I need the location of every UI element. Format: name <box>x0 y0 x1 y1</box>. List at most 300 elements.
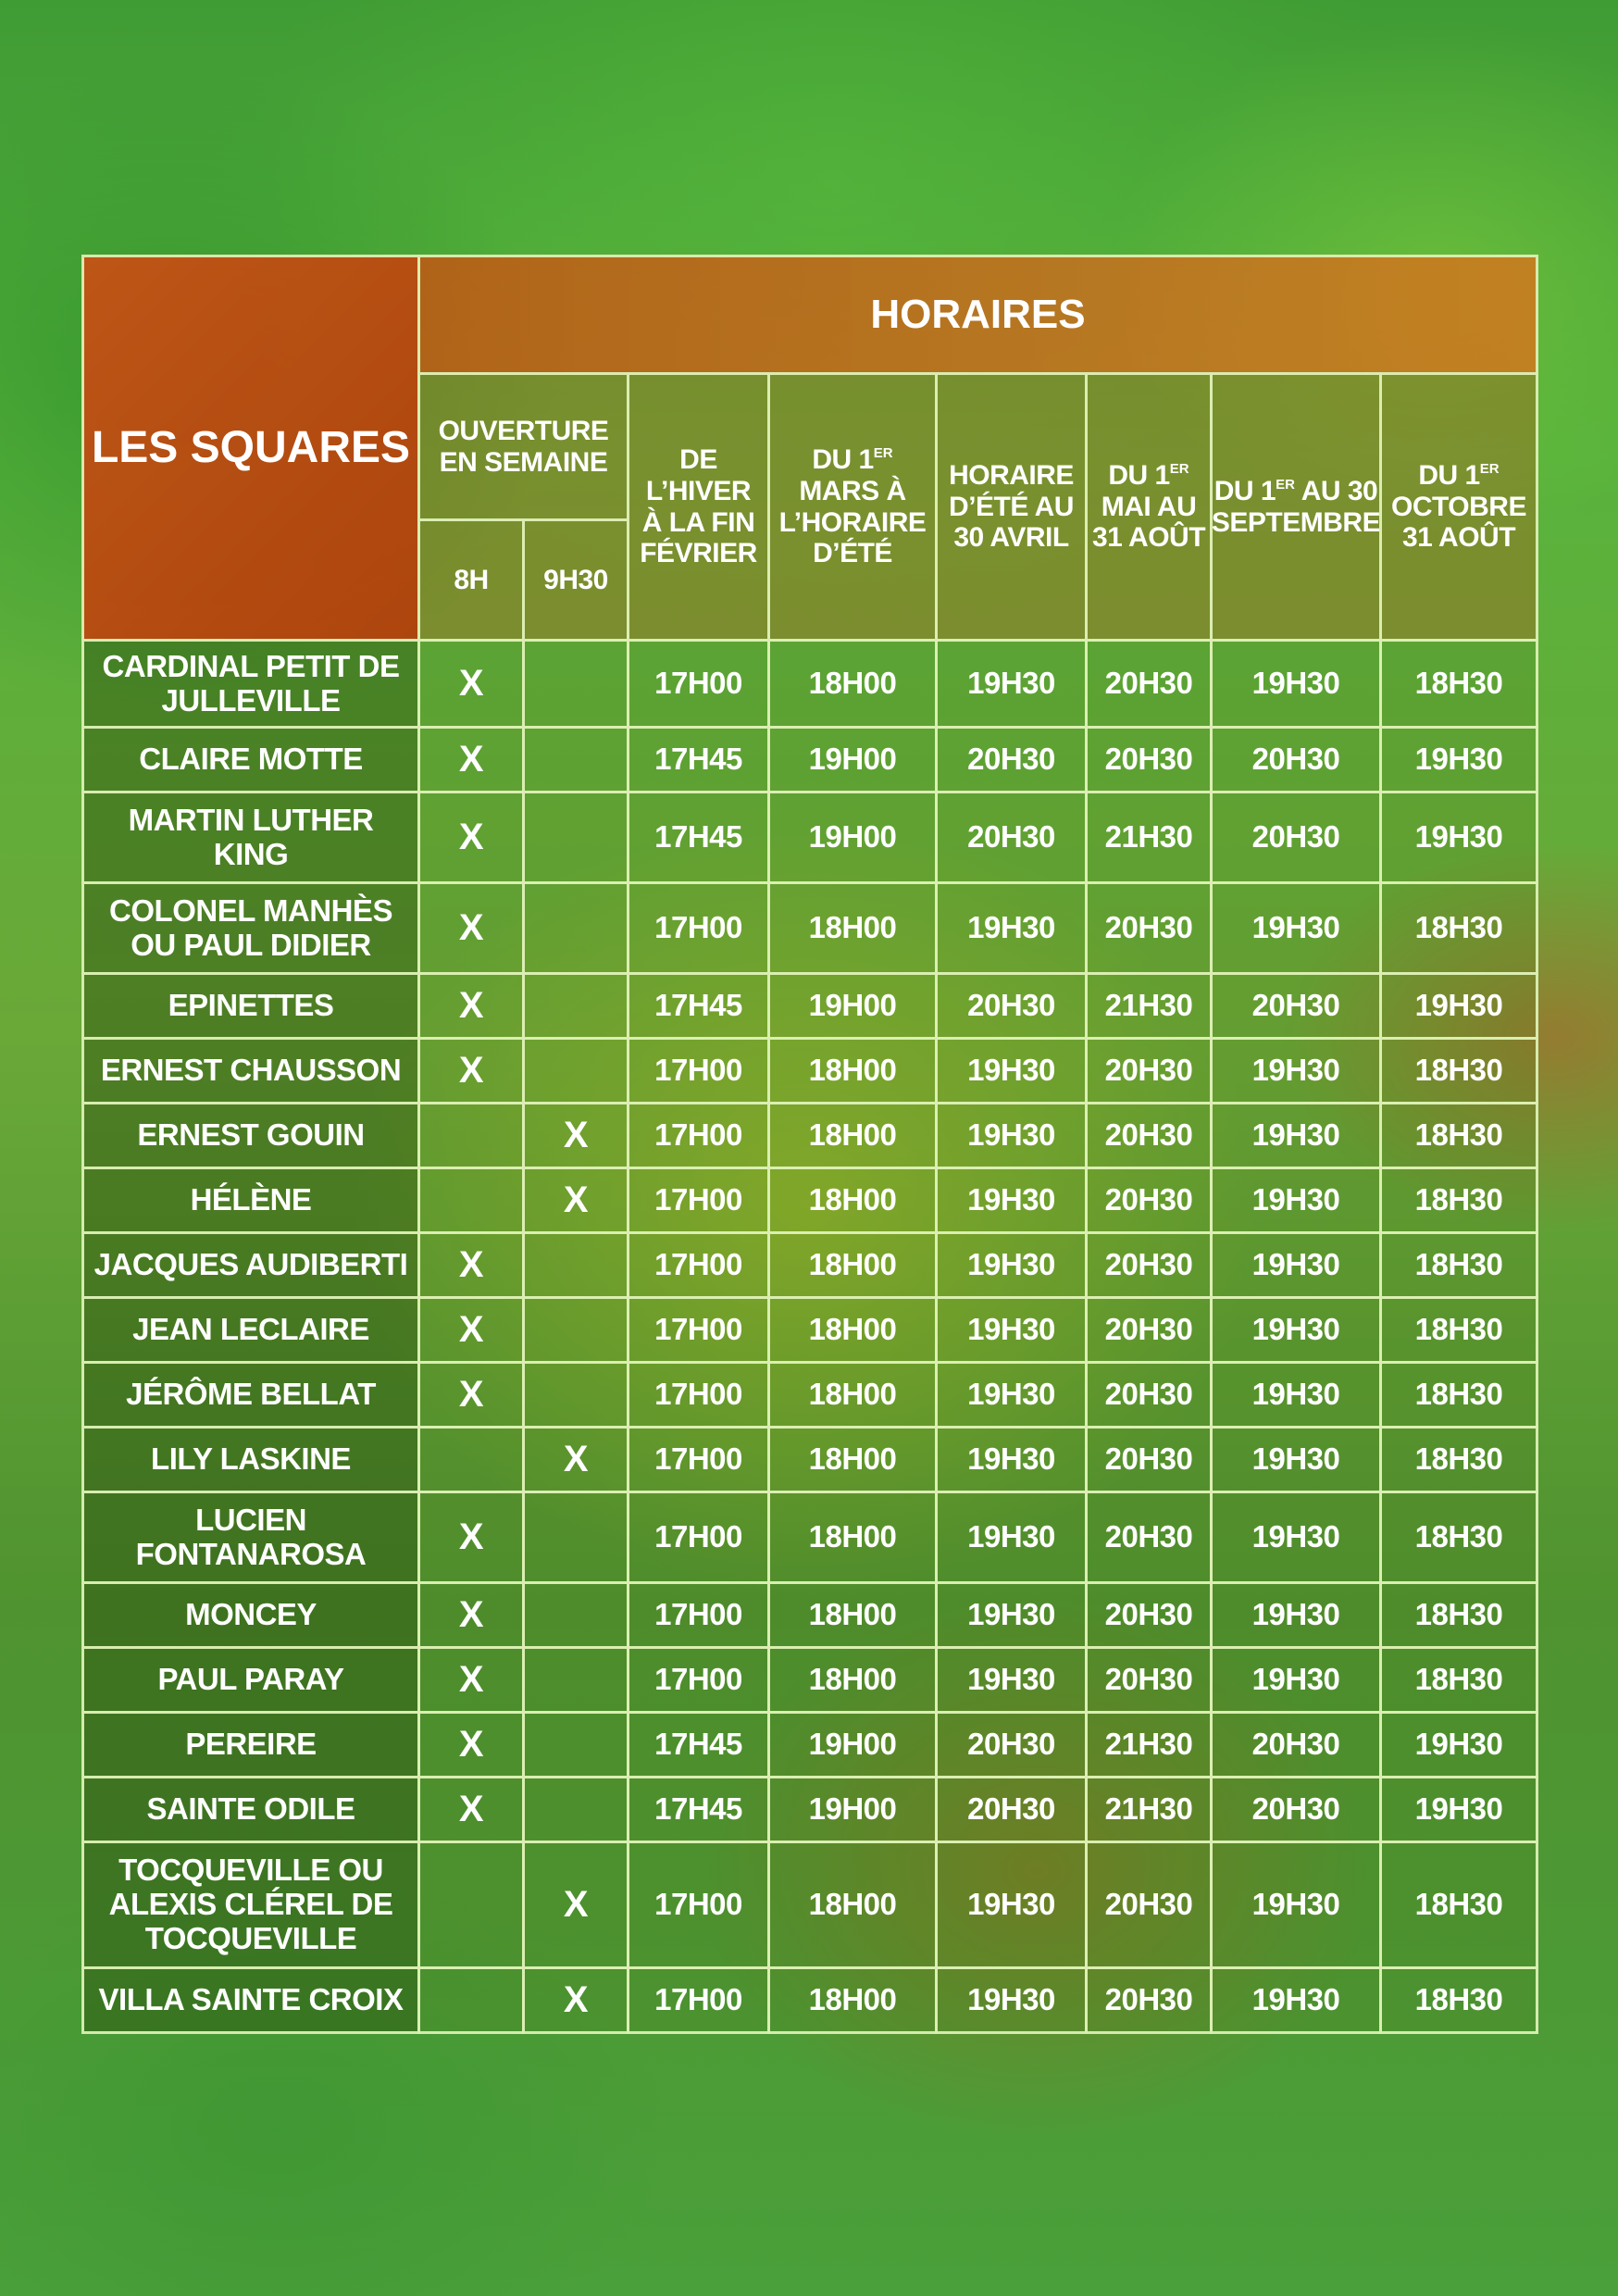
row-name-cell <box>81 791 420 884</box>
square-name: LUCIEN FONTANAROSA <box>135 1502 367 1571</box>
closing-time: 18H30 <box>1414 666 1503 701</box>
closing-time: 17H00 <box>654 1597 742 1632</box>
opening-8h-cell <box>417 518 525 642</box>
row-time-cell <box>1085 1296 1213 1364</box>
row-time-cell <box>1379 972 1538 1040</box>
closing-time: 18H00 <box>808 1597 897 1632</box>
closing-time: 18H30 <box>1414 1182 1503 1217</box>
open-8h-mark: X <box>458 1724 484 1766</box>
row-open-8h-cell <box>417 726 525 793</box>
row-time-cell <box>1085 1167 1213 1234</box>
row-time-cell <box>627 1966 770 2034</box>
row-time-cell <box>1379 1231 1538 1299</box>
period-label-superscript: ER <box>1276 476 1295 493</box>
row-time-cell <box>1379 1966 1538 2034</box>
row-time-cell <box>767 1491 938 1584</box>
row-time-cell <box>935 1646 1088 1714</box>
row-time-cell <box>1379 791 1538 884</box>
closing-time: 17H45 <box>654 819 742 855</box>
row-time-cell <box>627 1102 770 1169</box>
row-time-cell <box>935 1102 1088 1169</box>
closing-time: 20H30 <box>1251 988 1340 1023</box>
closing-time: 18H00 <box>808 1887 897 1922</box>
open-8h-mark: X <box>458 1309 484 1351</box>
row-time-cell <box>1210 1711 1382 1778</box>
row-time-cell <box>935 1841 1088 1969</box>
closing-time: 20H30 <box>1104 1182 1193 1217</box>
row-open-8h-cell <box>417 1426 525 1493</box>
row-time-cell <box>1085 1361 1213 1429</box>
closing-time: 18H00 <box>808 1182 897 1217</box>
row-time-cell <box>935 1966 1088 2034</box>
closing-time: 17H45 <box>654 1727 742 1762</box>
closing-time: 20H30 <box>967 742 1055 777</box>
row-open-8h-cell <box>417 791 525 884</box>
closing-time: 19H00 <box>808 1727 897 1762</box>
row-open-8h-cell <box>417 1361 525 1429</box>
open-930-mark: X <box>563 1884 589 1926</box>
closing-time: 18H30 <box>1414 910 1503 945</box>
row-open-930-cell <box>522 881 629 975</box>
row-time-cell <box>767 1037 938 1104</box>
closing-time: 17H00 <box>654 1053 742 1088</box>
square-name: MONCEY <box>185 1597 317 1632</box>
closing-time: 20H30 <box>1251 1727 1340 1762</box>
row-time-cell <box>767 791 938 884</box>
row-time-cell <box>1210 1581 1382 1649</box>
square-name: PAUL PARAY <box>157 1662 344 1697</box>
closing-time: 19H30 <box>1251 1519 1340 1554</box>
period-header <box>1210 372 1382 642</box>
row-open-8h-cell <box>417 1231 525 1299</box>
row-name-cell <box>81 881 420 975</box>
row-time-cell <box>767 1426 938 1493</box>
closing-time: 18H30 <box>1414 1519 1503 1554</box>
row-time-cell <box>627 1581 770 1649</box>
period-label <box>1088 460 1210 554</box>
closing-time: 17H45 <box>654 988 742 1023</box>
closing-time: 19H30 <box>1251 1247 1340 1282</box>
row-name-cell <box>81 1841 420 1969</box>
closing-time: 20H30 <box>1104 1597 1193 1632</box>
row-time-cell <box>1085 1231 1213 1299</box>
row-time-cell <box>1379 1711 1538 1778</box>
row-name-cell <box>81 726 420 793</box>
row-open-930-cell <box>522 1646 629 1714</box>
row-time-cell <box>627 1711 770 1778</box>
row-time-cell <box>767 1361 938 1429</box>
square-name: LILY LASKINE <box>151 1441 351 1477</box>
row-time-cell <box>767 1102 938 1169</box>
period-label-superscript: ER <box>873 445 893 462</box>
row-time-cell <box>1379 1102 1538 1169</box>
row-open-930-cell <box>522 972 629 1040</box>
row-time-cell <box>1085 972 1213 1040</box>
row-time-cell <box>767 1231 938 1299</box>
row-time-cell <box>1210 972 1382 1040</box>
closing-time: 20H30 <box>1104 1662 1193 1697</box>
closing-time: 20H30 <box>1104 1887 1193 1922</box>
closing-time: 17H00 <box>654 1312 742 1347</box>
closing-time: 17H00 <box>654 1247 742 1282</box>
square-name: HÉLÈNE <box>190 1182 312 1217</box>
closing-time: 19H30 <box>967 1117 1055 1153</box>
row-time-cell <box>627 1646 770 1714</box>
row-time-cell <box>627 726 770 793</box>
square-name: CLAIRE MOTTE <box>139 742 363 777</box>
row-name-cell <box>81 1581 420 1649</box>
closing-time: 19H30 <box>1251 1662 1340 1697</box>
closing-time: 20H30 <box>1104 666 1193 701</box>
closing-time: 20H30 <box>1251 819 1340 855</box>
closing-time: 18H30 <box>1414 1377 1503 1412</box>
row-open-8h-cell <box>417 1167 525 1234</box>
closing-time: 20H30 <box>1251 742 1340 777</box>
row-time-cell <box>627 1361 770 1429</box>
horaires-cell <box>417 255 1538 375</box>
row-time-cell <box>1210 726 1382 793</box>
row-open-930-cell <box>522 1776 629 1843</box>
row-time-cell <box>1085 1646 1213 1714</box>
row-name-cell <box>81 972 420 1040</box>
closing-time: 18H00 <box>808 1117 897 1153</box>
closing-time: 17H00 <box>654 1662 742 1697</box>
closing-time: 18H30 <box>1414 1982 1503 2017</box>
row-time-cell <box>1085 639 1213 729</box>
row-name-cell <box>81 1102 420 1169</box>
ouverture-label: OUVERTURE EN SEMAINE <box>438 415 609 478</box>
closing-time: 20H30 <box>967 819 1055 855</box>
row-open-8h-cell <box>417 1037 525 1104</box>
closing-time: 18H30 <box>1414 1441 1503 1477</box>
open-8h-mark: X <box>458 663 484 705</box>
row-time-cell <box>1085 1841 1213 1969</box>
closing-time: 20H30 <box>967 1727 1055 1762</box>
row-open-8h-cell <box>417 1841 525 1969</box>
square-name: ERNEST GOUIN <box>137 1117 365 1153</box>
row-time-cell <box>627 1037 770 1104</box>
row-time-cell <box>627 1491 770 1584</box>
row-open-8h-cell <box>417 1776 525 1843</box>
open-930-mark: X <box>563 1115 589 1156</box>
row-open-930-cell <box>522 1231 629 1299</box>
closing-time: 20H30 <box>1104 1519 1193 1554</box>
square-name: VILLA SAINTE CROIX <box>98 1982 404 2017</box>
closing-time: 21H30 <box>1104 1791 1193 1827</box>
closing-time: 20H30 <box>1104 910 1193 945</box>
row-open-930-cell <box>522 1841 629 1969</box>
square-name: PEREIRE <box>185 1727 317 1762</box>
closing-time: 19H30 <box>1251 910 1340 945</box>
closing-time: 19H30 <box>967 1887 1055 1922</box>
row-time-cell <box>935 1296 1088 1364</box>
row-open-8h-cell <box>417 1491 525 1584</box>
closing-time: 19H30 <box>967 1182 1055 1217</box>
row-time-cell <box>627 1231 770 1299</box>
row-time-cell <box>1379 1426 1538 1493</box>
closing-time: 18H30 <box>1414 1117 1503 1153</box>
row-time-cell <box>935 1776 1088 1843</box>
row-open-930-cell <box>522 1102 629 1169</box>
open-8h-mark: X <box>458 1789 484 1830</box>
closing-time: 21H30 <box>1104 988 1193 1023</box>
row-open-930-cell <box>522 1037 629 1104</box>
row-time-cell <box>1379 1037 1538 1104</box>
square-name: TOCQUEVILLE OU ALEXIS CLÉREL DE TOCQUEVILLE <box>108 1853 393 1955</box>
row-time-cell <box>767 1646 938 1714</box>
row-time-cell <box>1379 1296 1538 1364</box>
row-name-cell <box>81 1167 420 1234</box>
closing-time: 17H00 <box>654 1441 742 1477</box>
closing-time: 18H00 <box>808 666 897 701</box>
open-930-mark: X <box>563 1439 589 1480</box>
closing-time: 19H00 <box>808 988 897 1023</box>
square-name: SAINTE ODILE <box>146 1791 355 1827</box>
row-time-cell <box>1085 1426 1213 1493</box>
closing-time: 20H30 <box>1104 1982 1193 2017</box>
closing-time: 17H00 <box>654 1519 742 1554</box>
closing-time: 17H00 <box>654 910 742 945</box>
closing-time: 19H30 <box>1414 1727 1503 1762</box>
closing-time: 18H00 <box>808 1247 897 1282</box>
row-time-cell <box>767 1966 938 2034</box>
row-time-cell <box>1210 1966 1382 2034</box>
open-8h-mark: X <box>458 1050 484 1092</box>
row-open-8h-cell <box>417 639 525 729</box>
row-time-cell <box>767 1841 938 1969</box>
square-name: EPINETTES <box>168 988 334 1023</box>
row-open-8h-cell <box>417 1102 525 1169</box>
row-time-cell <box>1379 1491 1538 1584</box>
row-open-8h-cell <box>417 1581 525 1649</box>
row-time-cell <box>935 1037 1088 1104</box>
row-open-930-cell <box>522 1361 629 1429</box>
title-cell <box>81 255 420 642</box>
row-open-8h-cell <box>417 881 525 975</box>
open-8h-mark: X <box>458 907 484 949</box>
row-time-cell <box>1085 726 1213 793</box>
row-time-cell <box>935 1581 1088 1649</box>
row-time-cell <box>1085 1581 1213 1649</box>
square-name: JACQUES AUDIBERTI <box>93 1247 408 1282</box>
closing-time: 18H30 <box>1414 1597 1503 1632</box>
closing-time: 19H30 <box>1414 988 1503 1023</box>
row-open-930-cell <box>522 1581 629 1649</box>
row-time-cell <box>1379 639 1538 729</box>
opening-930-label: 9H30 <box>543 564 608 595</box>
closing-time: 19H30 <box>967 1247 1055 1282</box>
row-time-cell <box>935 881 1088 975</box>
row-time-cell <box>767 1167 938 1234</box>
closing-time: 18H00 <box>808 910 897 945</box>
closing-time: 20H30 <box>967 1791 1055 1827</box>
row-time-cell <box>1210 881 1382 975</box>
square-name: MARTIN LUTHER KING <box>128 802 374 871</box>
row-time-cell <box>1210 1776 1382 1843</box>
row-time-cell <box>1210 639 1382 729</box>
row-time-cell <box>627 972 770 1040</box>
row-time-cell <box>627 1776 770 1843</box>
square-name: CARDINAL PETIT DE JULLEVILLE <box>102 648 400 718</box>
row-time-cell <box>627 1296 770 1364</box>
closing-time: 17H45 <box>654 1791 742 1827</box>
closing-time: 18H30 <box>1414 1053 1503 1088</box>
row-time-cell <box>935 726 1088 793</box>
closing-time: 19H30 <box>1251 1597 1340 1632</box>
row-time-cell <box>1085 1711 1213 1778</box>
row-time-cell <box>1085 791 1213 884</box>
row-open-8h-cell <box>417 1966 525 2034</box>
period-label <box>1382 460 1536 554</box>
closing-time: 17H00 <box>654 666 742 701</box>
closing-time: 17H00 <box>654 1182 742 1217</box>
row-time-cell <box>1210 1102 1382 1169</box>
closing-time: 17H00 <box>654 1377 742 1412</box>
closing-time: 20H30 <box>1104 1312 1193 1347</box>
row-time-cell <box>935 1167 1088 1234</box>
closing-time: 20H30 <box>1104 1377 1193 1412</box>
closing-time: 19H30 <box>1251 1982 1340 2017</box>
square-name: JEAN LECLAIRE <box>132 1312 369 1347</box>
row-time-cell <box>1210 1296 1382 1364</box>
row-name-cell <box>81 1776 420 1843</box>
closing-time: 19H30 <box>967 1662 1055 1697</box>
closing-time: 19H30 <box>967 1312 1055 1347</box>
closing-time: 20H30 <box>1104 1117 1193 1153</box>
period-label <box>770 444 935 568</box>
closing-time: 18H30 <box>1414 1887 1503 1922</box>
horaires-title: HORAIRES <box>870 292 1086 338</box>
closing-time: 19H30 <box>1251 1053 1340 1088</box>
closing-time: 19H00 <box>808 819 897 855</box>
row-name-cell <box>81 1361 420 1429</box>
closing-time: 17H00 <box>654 1887 742 1922</box>
closing-time: 19H30 <box>967 1377 1055 1412</box>
opening-930-cell <box>522 518 629 642</box>
closing-time: 19H30 <box>1251 1312 1340 1347</box>
row-time-cell <box>1210 791 1382 884</box>
row-open-930-cell <box>522 1296 629 1364</box>
row-open-930-cell <box>522 1966 629 2034</box>
row-time-cell <box>1379 1776 1538 1843</box>
row-time-cell <box>1085 1966 1213 2034</box>
period-header <box>1085 372 1213 642</box>
table-title: LES SQUARES <box>91 423 411 473</box>
closing-time: 19H30 <box>1251 1377 1340 1412</box>
open-8h-mark: X <box>458 1594 484 1636</box>
closing-time: 19H30 <box>1251 1117 1340 1153</box>
closing-time: 18H00 <box>808 1982 897 2017</box>
row-time-cell <box>767 1711 938 1778</box>
row-time-cell <box>767 639 938 729</box>
closing-time: 18H00 <box>808 1662 897 1697</box>
closing-time: 19H30 <box>1414 1791 1503 1827</box>
period-header <box>1379 372 1538 642</box>
period-label-superscript: ER <box>1169 461 1189 478</box>
row-time-cell <box>1379 726 1538 793</box>
row-name-cell <box>81 1296 420 1364</box>
closing-time: 17H45 <box>654 742 742 777</box>
row-time-cell <box>1210 1037 1382 1104</box>
row-open-930-cell <box>522 1711 629 1778</box>
period-label-text: HORAIRE D’ÉTÉ AU 30 AVRIL <box>949 460 1074 554</box>
row-time-cell <box>1085 1037 1213 1104</box>
closing-time: 19H30 <box>967 1597 1055 1632</box>
row-time-cell <box>1085 1102 1213 1169</box>
row-open-930-cell <box>522 1167 629 1234</box>
row-time-cell <box>627 639 770 729</box>
row-time-cell <box>1210 1491 1382 1584</box>
row-time-cell <box>935 791 1088 884</box>
closing-time: 19H30 <box>1251 666 1340 701</box>
row-time-cell <box>935 1491 1088 1584</box>
closing-time: 18H00 <box>808 1441 897 1477</box>
closing-time: 20H30 <box>1104 1441 1193 1477</box>
row-open-8h-cell <box>417 1646 525 1714</box>
period-label-text: OCTOBRE 31 AOÛT <box>1391 491 1526 554</box>
closing-time: 20H30 <box>1251 1791 1340 1827</box>
period-label-text: AU 30 SEPTEMBRE <box>1211 475 1381 538</box>
period-header <box>935 372 1088 642</box>
row-time-cell <box>1210 1841 1382 1969</box>
row-time-cell <box>935 1231 1088 1299</box>
row-open-930-cell <box>522 791 629 884</box>
row-time-cell <box>935 639 1088 729</box>
closing-time: 18H00 <box>808 1312 897 1347</box>
row-name-cell <box>81 1231 420 1299</box>
row-time-cell <box>935 1361 1088 1429</box>
open-8h-mark: X <box>458 1244 484 1286</box>
period-label-text: DE L’HIVER À LA FIN FÉVRIER <box>640 444 757 569</box>
open-8h-mark: X <box>458 1659 484 1701</box>
open-8h-mark: X <box>458 985 484 1027</box>
period-label-text: MARS À L’HORAIRE D’ÉTÉ <box>778 475 927 569</box>
period-header <box>627 372 770 642</box>
row-open-8h-cell <box>417 1711 525 1778</box>
closing-time: 20H30 <box>1104 1053 1193 1088</box>
period-label-text: DU 1 <box>1108 460 1170 492</box>
ouverture-cell <box>417 372 629 521</box>
row-open-930-cell <box>522 1426 629 1493</box>
closing-time: 18H00 <box>808 1519 897 1554</box>
row-name-cell <box>81 639 420 729</box>
row-time-cell <box>627 881 770 975</box>
closing-time: 18H00 <box>808 1053 897 1088</box>
row-name-cell <box>81 1966 420 2034</box>
closing-time: 19H30 <box>1414 742 1503 777</box>
row-name-cell <box>81 1646 420 1714</box>
open-930-mark: X <box>563 1979 589 2021</box>
closing-time: 19H30 <box>1251 1887 1340 1922</box>
period-label <box>629 444 767 568</box>
row-time-cell <box>1085 1491 1213 1584</box>
closing-time: 20H30 <box>967 988 1055 1023</box>
row-time-cell <box>1210 1167 1382 1234</box>
closing-time: 19H30 <box>1251 1441 1340 1477</box>
closing-time: 19H30 <box>967 1053 1055 1088</box>
closing-time: 21H30 <box>1104 1727 1193 1762</box>
closing-time: 19H30 <box>967 1982 1055 2017</box>
closing-time: 21H30 <box>1104 819 1193 855</box>
row-time-cell <box>1379 881 1538 975</box>
period-label-text: DU 1 <box>1214 475 1276 506</box>
row-time-cell <box>1379 1841 1538 1969</box>
closing-time: 20H30 <box>1104 1247 1193 1282</box>
row-time-cell <box>767 1296 938 1364</box>
row-time-cell <box>935 1711 1088 1778</box>
closing-time: 18H30 <box>1414 1247 1503 1282</box>
row-open-930-cell <box>522 726 629 793</box>
